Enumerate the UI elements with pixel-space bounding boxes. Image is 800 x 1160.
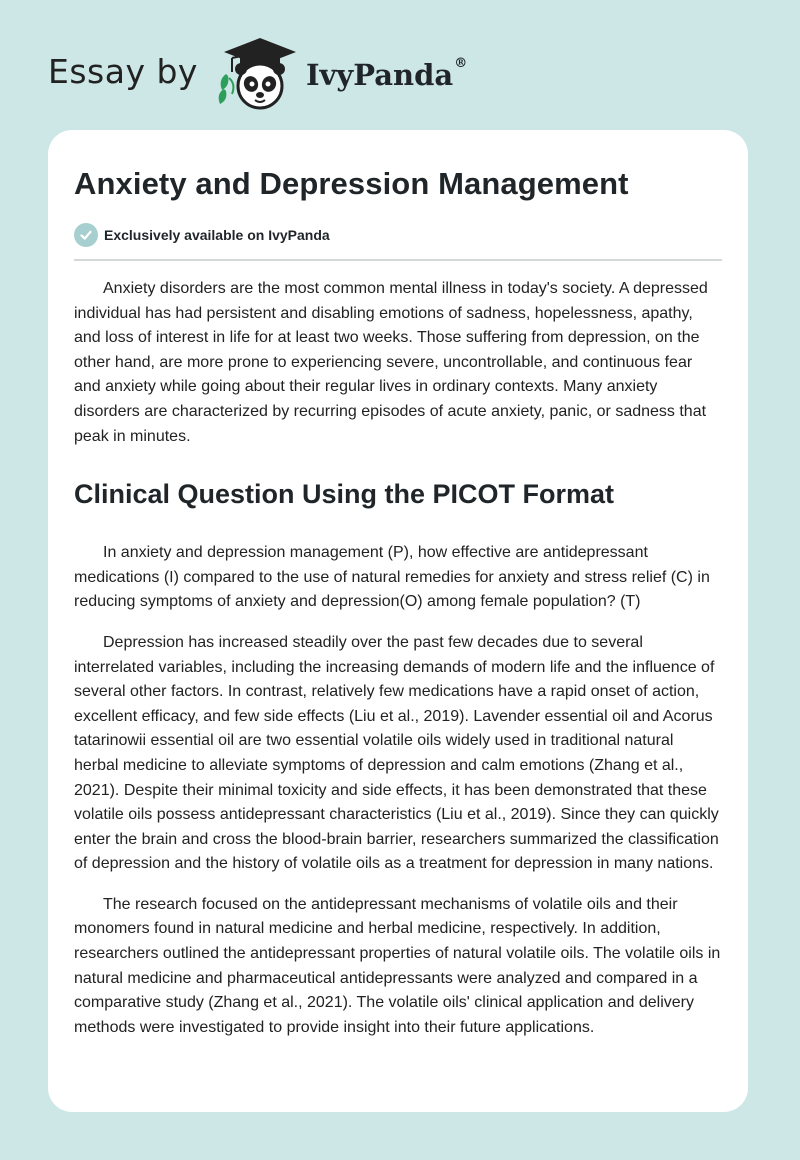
exclusive-badge: [74, 222, 722, 248]
check-icon: [74, 223, 98, 247]
panda-graduate-logo-icon[interactable]: [212, 34, 302, 114]
exclusive-text: Exclusively available on IvyPanda: [104, 227, 330, 243]
brand-name-text: IvyPanda: [305, 58, 454, 92]
section-heading: Clinical Question Using the PICOT Format: [74, 479, 615, 510]
registered-mark: ®: [454, 56, 468, 71]
brand-header: [48, 34, 467, 114]
intro-paragraph: Anxiety disorders are the most common mental illness in today's society. A depressed individual has had persistent and disabling emotions of sadness, hopelessness, apathy, and loss of interest in life for at least two weeks. Those suffering from depression, on the other hand, are more prone to experiencing severe, uncontrollable, and continuous fear and anxiety while going about their regular lives in ordinary contexts. Many anxiety disorders are characterized by recurring episodes of acute anxiety, panic, or sadness that peak in minutes.: [74, 280, 708, 445]
brand-prefix: Essay by: [48, 51, 198, 91]
body-paragraph: In anxiety and depression management (P), how effective are antidepressant medications (I) compared to the use of natural remedies for anxiety and stress relief (C) in reducing symptoms of anxiety and depression(O) among female population? (T): [74, 544, 710, 611]
body-paragraph: The research focused on the antidepressant mechanisms of volatile oils and their monomers found in natural medicine and herbal medicine, respectively. In addition, researchers outlined the antidepressant properties of natural volatile oils. The volatile oils in natural medicine and pharmaceutical antidepressants were analyzed and compared in a comparative study (Zhang et al., 2021). The volatile oils' clinical application and delivery methods were investigated to provide insight into their future applications.: [74, 895, 721, 1036]
body-paragraph: Depression has increased steadily over the past few decades due to several interrelated variables, including the increasing demands of modern life and the influence of several other factors. In contrast, relatively few medications have a rapid onset of action, excellent efficacy, and few side effects (Liu et al., 2019). Lavender essential oil and Acorus tatarinowii essential oil are two essential volatile oils widely used in traditional natural herbal medicine to alleviate symptoms of depression and calm emotions (Zhang et al., 2021). Despite their minimal toxicity and side effects, it has been demonstrated that these volatile oils possess antidepressant characteristics (Liu et al., 2019). Since they can quickly enter the brain and cross the blood-brain barrier, researchers summarized the classification of depression and the history of volatile oils as a treatment for depression in many nations.: [74, 633, 719, 873]
essay-title: Anxiety and Depression Management: [74, 166, 629, 201]
divider: [74, 259, 722, 261]
essay-card: [48, 130, 748, 1112]
brand-name[interactable]: [306, 58, 467, 92]
